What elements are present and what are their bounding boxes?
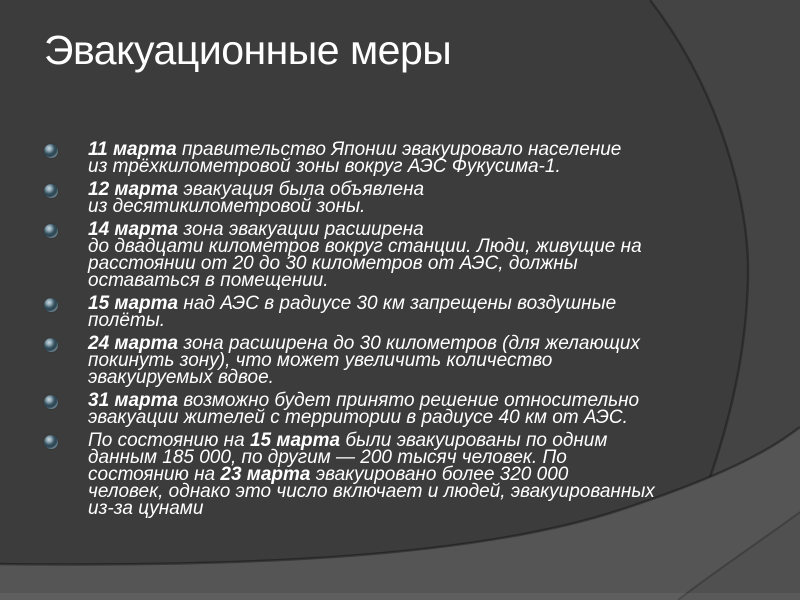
bullet-item — [44, 181, 764, 215]
bullet-text-line: полёты. — [88, 310, 165, 331]
bullet-text-line: эвакуации жителей с территории в радиусе 40 км от АЭС. — [88, 407, 628, 428]
sphere-bullet-icon — [44, 224, 58, 238]
bullet-text — [88, 432, 655, 517]
bullet-text-line: состоянию на 23 марта эвакуировано более 320 000 — [88, 464, 569, 485]
sphere-bullet-icon — [44, 298, 58, 312]
bullet-text-line: 31 марта возможно будет принято решение относительно — [88, 390, 640, 411]
sphere-bullet-icon — [44, 435, 58, 449]
bullet-text-line: оставаться в помещении. — [88, 270, 329, 291]
bullet-text-line: покинуть зону), что может увеличить количество — [88, 350, 553, 371]
bullet-text-line: 12 марта эвакуация была объявлена — [88, 179, 425, 200]
bullet-item — [44, 221, 764, 289]
bullet-text-line: расстоянии от 20 до 30 километров от АЭС, должны — [88, 253, 578, 274]
bullet-text-line: 15 марта над АЭС в радиусе 30 км запрещены воздушные — [88, 293, 617, 314]
bullet-text — [88, 392, 639, 426]
bullet-text — [88, 221, 642, 289]
bullet-text-line: По состоянию на 15 марта были эвакуированы по одним — [88, 430, 608, 451]
background-floor-strip — [0, 593, 800, 600]
bullet-list — [44, 141, 764, 523]
bullet-text-line: эвакуируемых вдвое. — [88, 367, 274, 388]
slide-title: Эвакуационные меры — [44, 27, 452, 73]
bullet-text-line: 24 марта зона расширена до 30 километров (для желающих — [88, 333, 640, 354]
bullet-text — [88, 181, 424, 215]
sphere-bullet-icon — [44, 395, 58, 409]
sphere-bullet-icon — [44, 338, 58, 352]
bullet-item — [44, 295, 764, 329]
bullet-text — [88, 335, 640, 386]
sphere-bullet-icon — [44, 144, 58, 158]
bullet-text-line: до двадцати километров вокруг станции. Люди, живущие на — [88, 236, 642, 257]
bullet-text-line: из трёхкилометровой зоны вокруг АЭС Фукусима-1. — [88, 156, 561, 177]
bullet-item — [44, 141, 764, 175]
bullet-text-line: 14 марта зона эвакуации расширена — [88, 219, 424, 240]
bullet-text-line: 11 марта правительство Японии эвакуировало население — [88, 139, 622, 160]
bullet-text-line: человек, однако это число включает и людей, эвакуированных — [88, 481, 655, 502]
bullet-text — [88, 295, 616, 329]
bullet-text-line: из десятикилометровой зоны. — [88, 196, 366, 217]
sphere-bullet-icon — [44, 184, 58, 198]
bullet-text-line: данным 185 000, по другим — 200 тысяч человек. По — [88, 447, 567, 468]
bullet-item — [44, 432, 764, 517]
bullet-text-line: из-за цунами — [88, 498, 204, 519]
bullet-item — [44, 392, 764, 426]
bullet-text — [88, 141, 621, 175]
bullet-item — [44, 335, 764, 386]
